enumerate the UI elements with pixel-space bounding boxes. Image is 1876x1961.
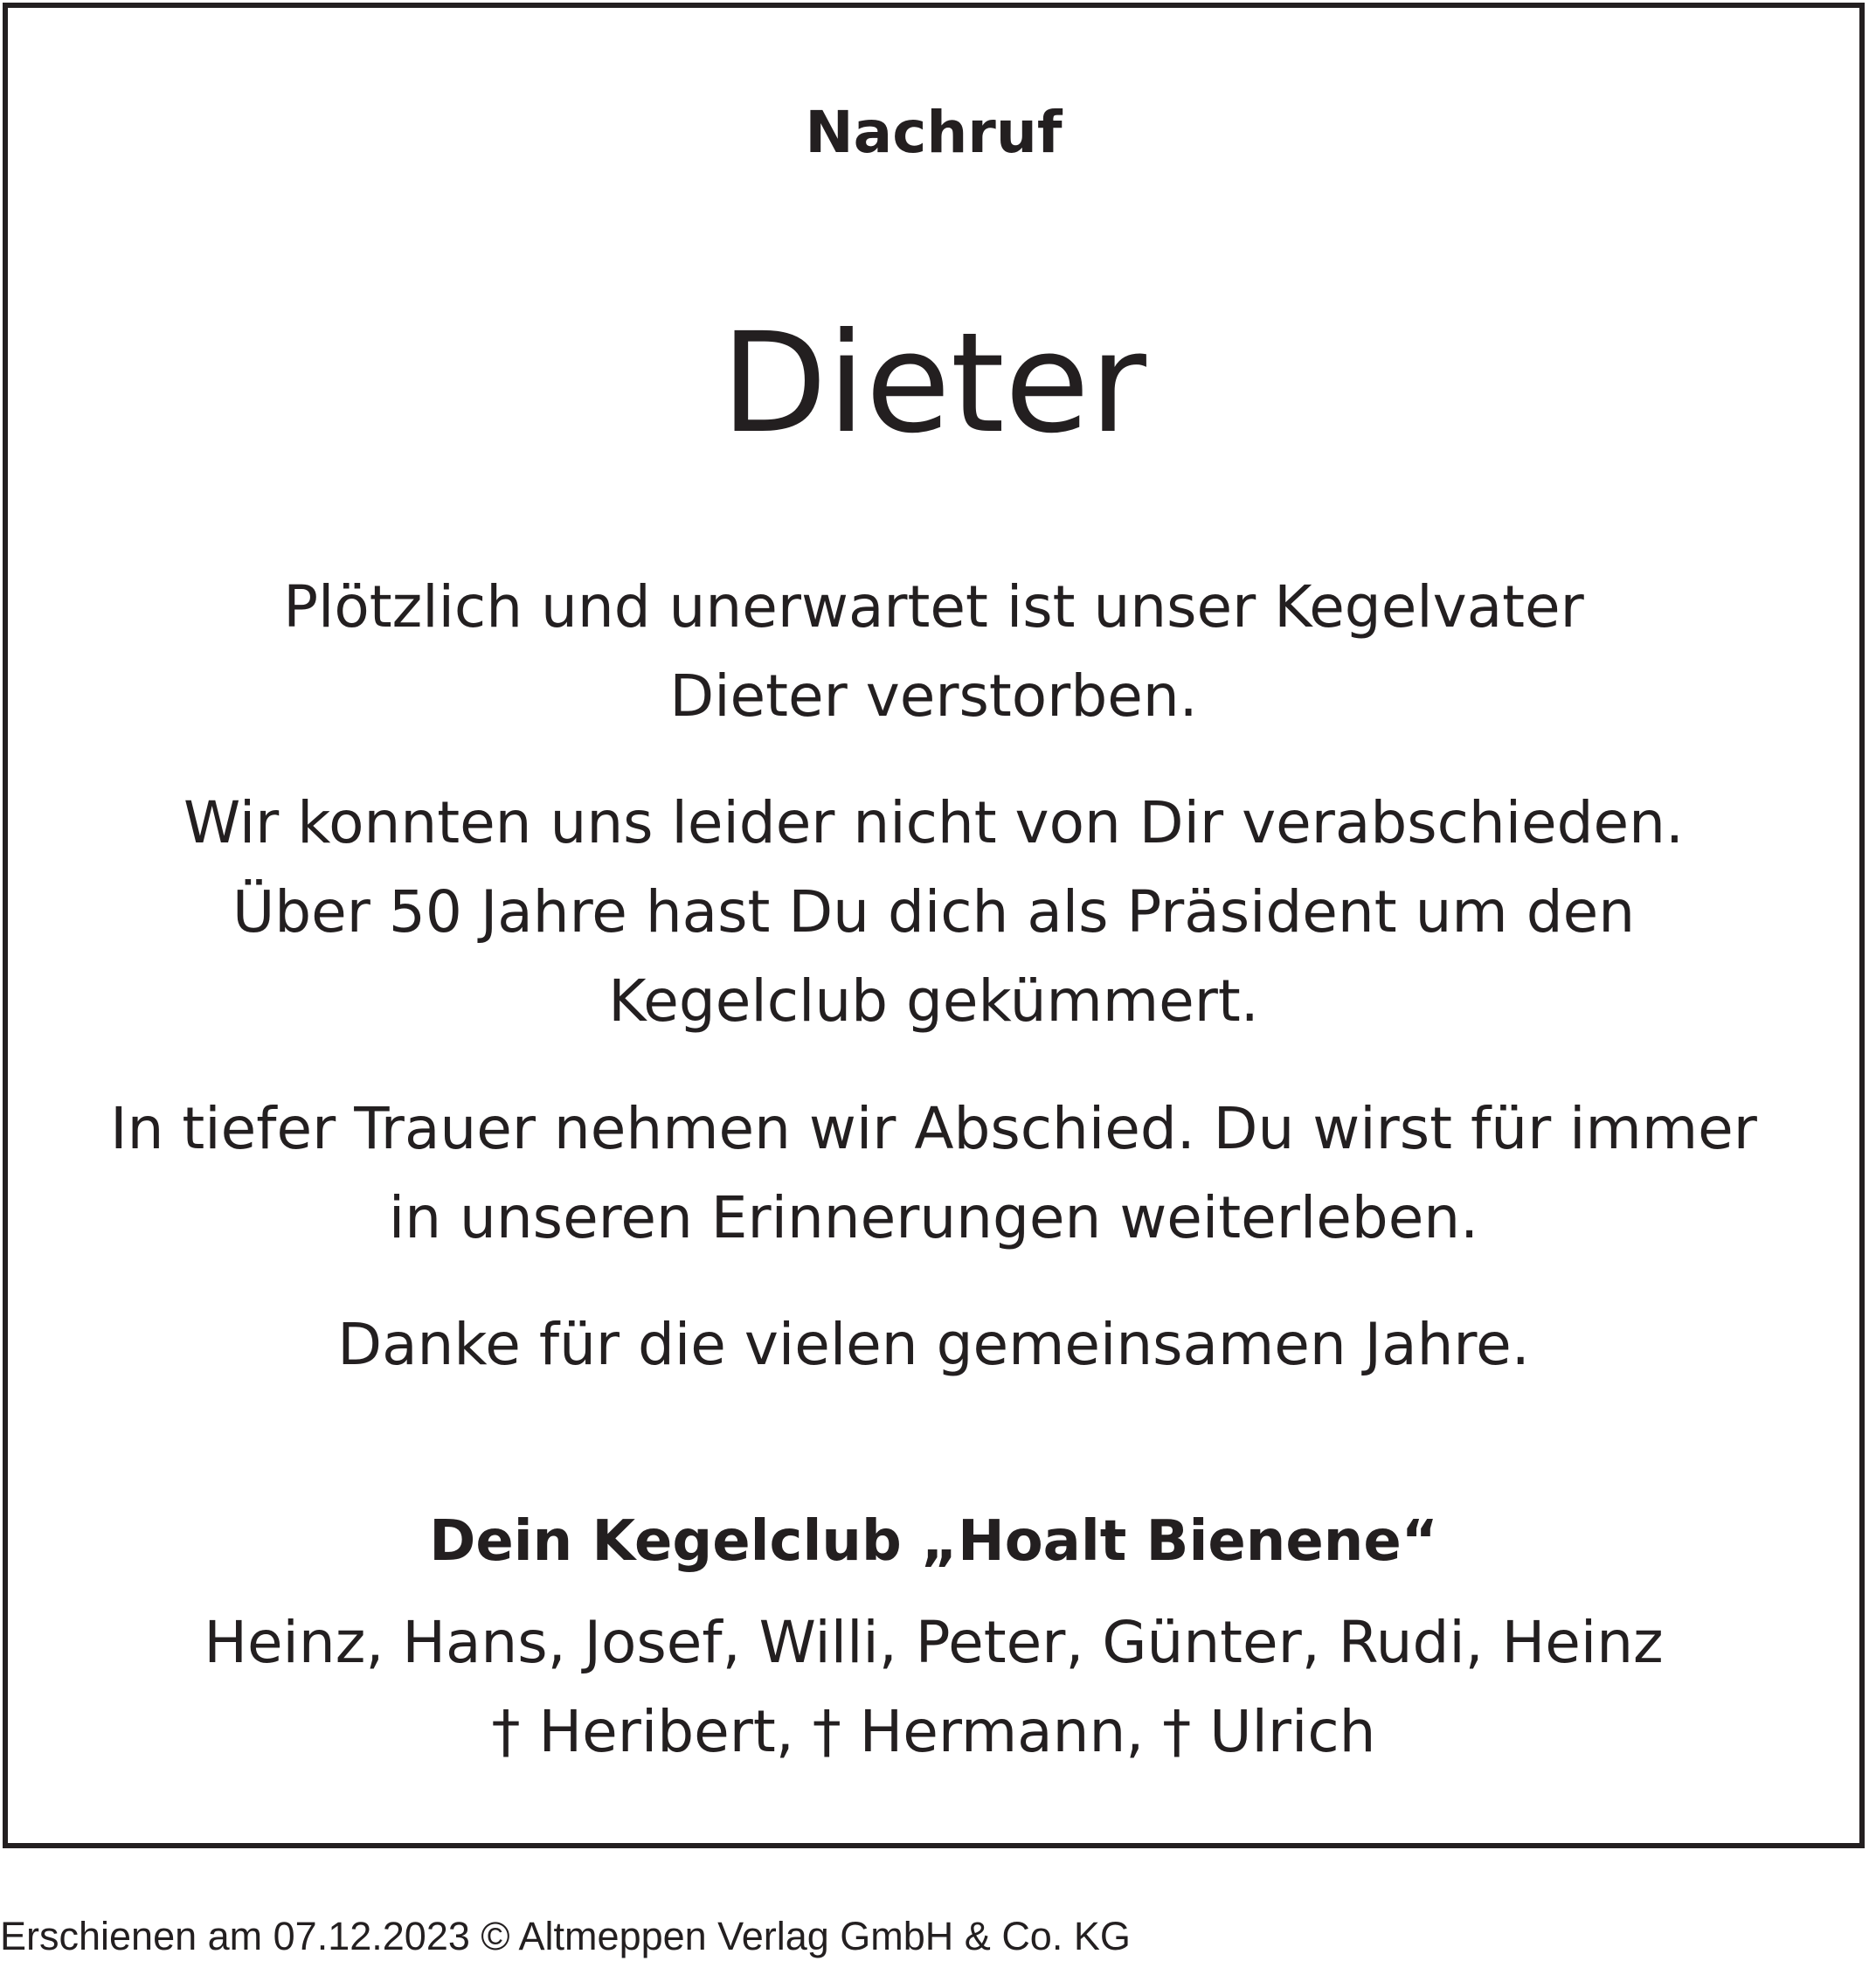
text-line: in unseren Erinnerungen weiterleben. <box>388 1184 1479 1251</box>
member-line: Heinz, Hans, Josef, Willi, Peter, Günter, Rudi, Heinz <box>204 1609 1664 1676</box>
obituary-heading: Nachruf <box>805 99 1063 166</box>
deceased-name: Dieter <box>721 303 1146 464</box>
club-signature: Dein Kegelclub „Hoalt Bienene“ <box>429 1509 1438 1574</box>
paragraph-announcement <box>8 563 1859 741</box>
text-line: Kegelclub gekümmert. <box>608 967 1259 1035</box>
text-line: Über 50 Jahre hast Du dich als Präsident um den <box>232 878 1636 946</box>
paragraph-thanks <box>8 1300 1859 1389</box>
text-line: Wir konnten uns leider nicht von Dir verabschieden. <box>183 789 1684 856</box>
text-line: Danke für die vielen gemeinsamen Jahre. <box>337 1311 1530 1378</box>
paragraph-mourning <box>8 1084 1859 1263</box>
text-line: Dieter verstorben. <box>669 662 1198 730</box>
publication-footer: Erschienen am 07.12.2023 © Altmeppen Verlag GmbH & Co. KG <box>0 1914 1131 1958</box>
paragraph-farewell <box>8 779 1859 1046</box>
member-line: † Heribert, † Hermann, † Ulrich <box>491 1698 1376 1765</box>
obituary-frame <box>3 3 1865 1848</box>
text-line: In tiefer Trauer nehmen wir Abschied. Du wirst für immer <box>110 1095 1757 1162</box>
text-line: Plötzlich und unerwartet ist unser Kegelvater <box>283 573 1584 641</box>
member-list <box>8 1598 1859 1777</box>
